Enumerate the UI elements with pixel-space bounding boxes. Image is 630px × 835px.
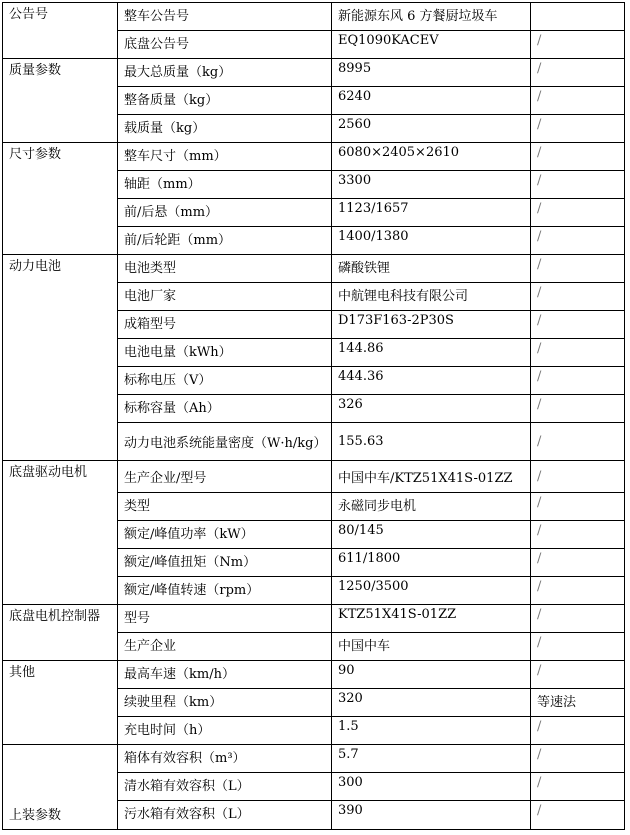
table-row [3, 605, 625, 633]
param-value: 320 [332, 689, 531, 717]
param-value: 3300 [332, 171, 531, 199]
table-row [3, 255, 625, 283]
table-row [3, 461, 625, 493]
param-name: 电池电量（kWh） [118, 339, 332, 367]
param-note: / [531, 633, 625, 661]
param-value: 中航锂电科技有限公司 [332, 283, 531, 311]
param-note: 等速法 [531, 689, 625, 717]
param-note: / [531, 199, 625, 227]
param-note: / [531, 773, 625, 801]
param-value: 中国中车 [332, 633, 531, 661]
param-name: 额定/峰值转速（rpm） [118, 577, 332, 605]
param-name: 轴距（mm） [118, 171, 332, 199]
group-label: 质量参数 [3, 59, 118, 143]
param-name: 载质量（kg） [118, 115, 332, 143]
group-label: 上装参数 [3, 745, 118, 830]
param-name: 底盘公告号 [118, 31, 332, 59]
param-note: / [531, 605, 625, 633]
spec-table [2, 2, 625, 830]
group-label: 动力电池 [3, 255, 118, 461]
param-value: 144.86 [332, 339, 531, 367]
param-name: 前/后轮距（mm） [118, 227, 332, 255]
table-row [3, 661, 625, 689]
param-name: 最大总质量（kg） [118, 59, 332, 87]
param-value: 磷酸铁锂 [332, 255, 531, 283]
param-name: 标称容量（Ah） [118, 395, 332, 423]
param-value: D173F163-2P30S [332, 311, 531, 339]
param-note: / [531, 311, 625, 339]
group-label: 底盘驱动电机 [3, 461, 118, 605]
group-label: 公告号 [3, 3, 118, 59]
param-value: 2560 [332, 115, 531, 143]
param-note: / [531, 461, 625, 493]
param-name: 生产企业/型号 [118, 461, 332, 493]
param-value: 326 [332, 395, 531, 423]
param-value: 444.36 [332, 367, 531, 395]
param-note: / [531, 395, 625, 423]
param-note: / [531, 493, 625, 521]
param-value: 80/145 [332, 521, 531, 549]
param-name: 箱体有效容积（m³） [118, 745, 332, 773]
param-name: 续驶里程（km） [118, 689, 332, 717]
param-value: 155.63 [332, 423, 531, 461]
table-row [3, 59, 625, 87]
param-name: 额定/峰值功率（kW） [118, 521, 332, 549]
param-name: 整车公告号 [118, 3, 332, 31]
table-row [3, 3, 625, 31]
param-name: 额定/峰值扭矩（Nm） [118, 549, 332, 577]
param-note: / [531, 59, 625, 87]
param-value: 1123/1657 [332, 199, 531, 227]
param-value: 1.5 [332, 717, 531, 745]
param-note: / [531, 745, 625, 773]
param-note: / [531, 283, 625, 311]
group-label: 尺寸参数 [3, 143, 118, 255]
param-note: / [531, 143, 625, 171]
param-name: 电池类型 [118, 255, 332, 283]
param-value: KTZ51X41S-01ZZ [332, 605, 531, 633]
param-note: / [531, 171, 625, 199]
param-value: 5.7 [332, 745, 531, 773]
table-row [3, 143, 625, 171]
param-name: 成箱型号 [118, 311, 332, 339]
param-name: 清水箱有效容积（L） [118, 773, 332, 801]
group-label: 底盘电机控制器 [3, 605, 118, 661]
param-name: 整备质量（kg） [118, 87, 332, 115]
param-note: / [531, 367, 625, 395]
param-note: / [531, 227, 625, 255]
param-note [531, 3, 625, 31]
param-name: 电池厂家 [118, 283, 332, 311]
param-value: 永磁同步电机 [332, 493, 531, 521]
param-note: / [531, 577, 625, 605]
param-name: 最高车速（km/h） [118, 661, 332, 689]
param-value: 300 [332, 773, 531, 801]
param-name: 型号 [118, 605, 332, 633]
param-value: 新能源东风 6 方餐厨垃圾车 [332, 3, 531, 31]
param-note: / [531, 31, 625, 59]
param-name: 前/后悬（mm） [118, 199, 332, 227]
param-value: 611/1800 [332, 549, 531, 577]
param-note: / [531, 339, 625, 367]
param-name: 整车尺寸（mm） [118, 143, 332, 171]
param-value: 90 [332, 661, 531, 689]
param-name: 污水箱有效容积（L） [118, 801, 332, 830]
param-value: 6240 [332, 87, 531, 115]
param-value: 中国中车/KTZ51X41S-01ZZ [332, 461, 531, 493]
param-note: / [531, 423, 625, 461]
param-note: / [531, 801, 625, 830]
param-name: 标称电压（V） [118, 367, 332, 395]
param-note: / [531, 717, 625, 745]
param-note: / [531, 115, 625, 143]
param-value: 1400/1380 [332, 227, 531, 255]
param-note: / [531, 661, 625, 689]
group-label: 其他 [3, 661, 118, 745]
param-name: 动力电池系统能量密度（W·h/kg） [118, 423, 332, 461]
param-value: 390 [332, 801, 531, 830]
param-note: / [531, 255, 625, 283]
param-value: EQ1090KACEV [332, 31, 531, 59]
param-value: 1250/3500 [332, 577, 531, 605]
param-value: 8995 [332, 59, 531, 87]
table-row [3, 745, 625, 773]
param-name: 生产企业 [118, 633, 332, 661]
param-name: 充电时间（h） [118, 717, 332, 745]
param-note: / [531, 521, 625, 549]
param-name: 类型 [118, 493, 332, 521]
param-value: 6080×2405×2610 [332, 143, 531, 171]
param-note: / [531, 87, 625, 115]
param-note: / [531, 549, 625, 577]
